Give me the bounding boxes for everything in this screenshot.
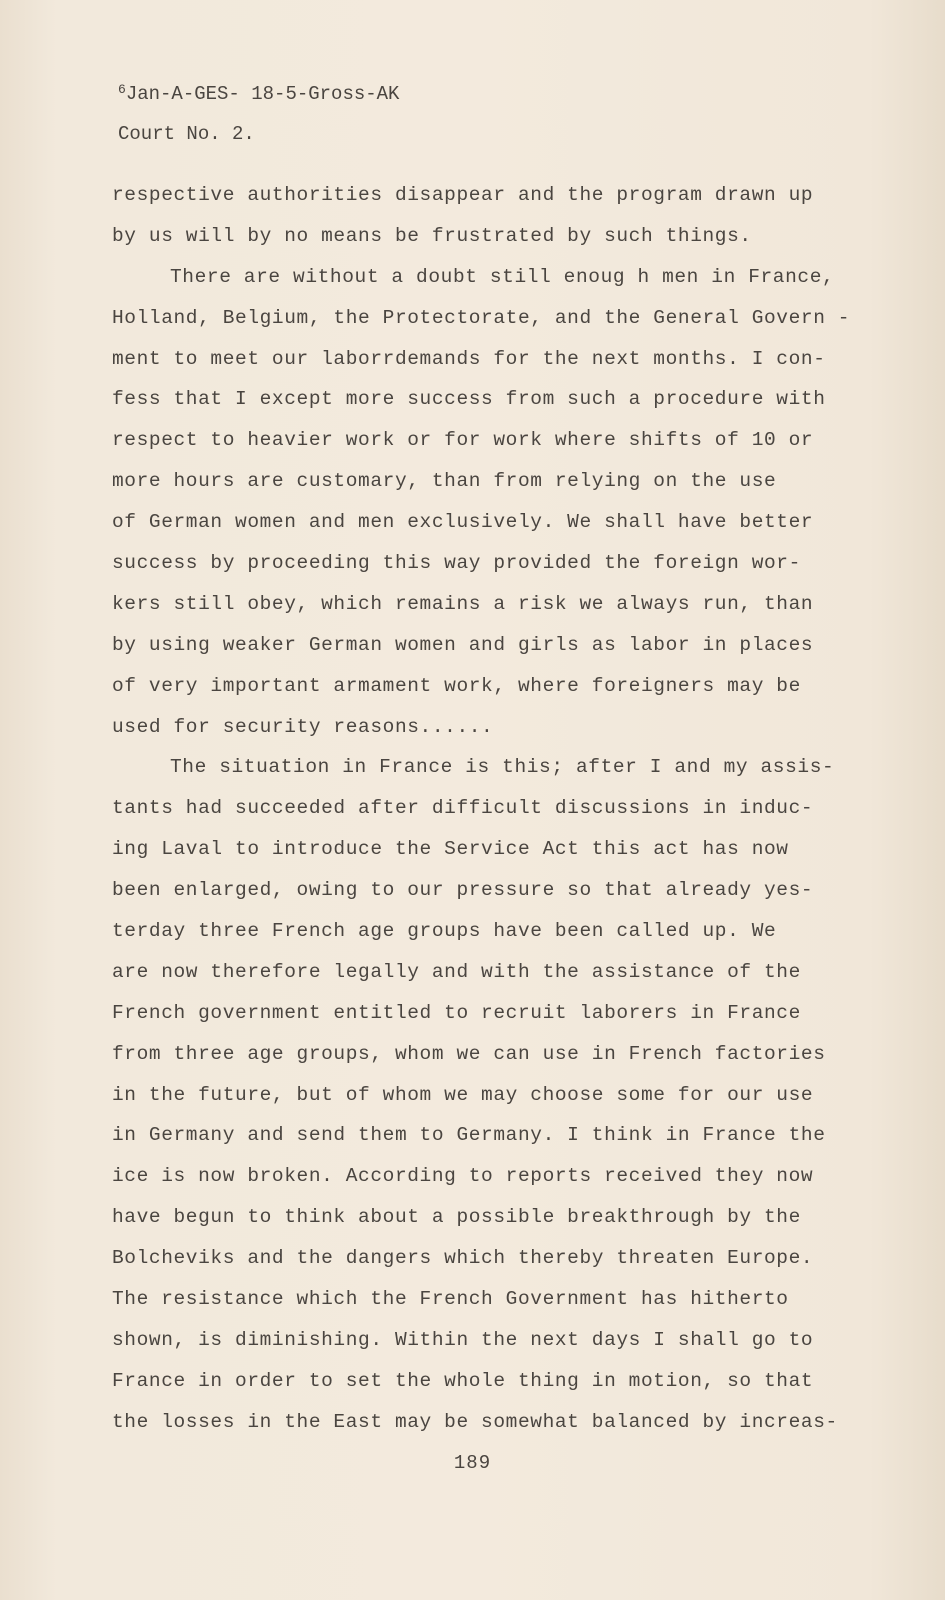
paragraph-start-line: There are without a doubt still enoug h men in France, <box>170 265 835 288</box>
file-reference <box>118 70 399 114</box>
text-line: respect to heavier work or for work where shifts of 10 or <box>112 429 814 452</box>
text-line: ice is now broken. According to reports received they now <box>112 1165 814 1188</box>
paragraph-start-line: The situation in France is this; after I and my assis- <box>170 756 835 779</box>
text-line: French government entitled to recruit laborers in France <box>112 1001 801 1024</box>
text-line: terday three French age groups have been called up. We <box>112 920 777 943</box>
text-line: by using weaker German women and girls as labor in places <box>112 633 814 656</box>
text-line: tants had succeeded after difficult discussions in induc- <box>112 797 814 820</box>
text-line: of very important armament work, where foreigners may be <box>112 674 801 697</box>
text-line: of German women and men exclusively. We shall have better <box>112 511 814 534</box>
text-line: shown, is diminishing. Within the next days I shall go to <box>112 1328 814 1351</box>
text-line: ing Laval to introduce the Service Act this act has now <box>112 838 789 861</box>
transcript-body <box>112 175 852 1443</box>
text-line: by us will by no means be frustrated by such things. <box>112 224 752 247</box>
text-line: used for security reasons...... <box>112 715 494 738</box>
text-line: respective authorities disappear and the program drawn up <box>112 184 814 206</box>
text-line: fess that I except more success from such a procedure with <box>112 388 826 411</box>
page-sequence-superscript: 6 <box>118 82 126 97</box>
text-line: kers still obey, which remains a risk we always run, than <box>112 592 814 615</box>
document-header <box>118 70 399 154</box>
text-line: Bolcheviks and the dangers which thereby threaten Europe. <box>112 1247 814 1270</box>
text-line: been enlarged, owing to our pressure so that already yes- <box>112 879 814 902</box>
text-line: are now therefore legally and with the assistance of the <box>112 960 801 983</box>
court-number: Court No. 2. <box>118 123 255 145</box>
text-line: more hours are customary, than from relying on the use <box>112 470 777 493</box>
text-line: in Germany and send them to Germany. I think in France the <box>112 1124 826 1147</box>
text-line: from three age groups, whom we can use in French factories <box>112 1042 826 1065</box>
text-line: success by proceeding this way provided the foreign wor- <box>112 552 801 575</box>
text-line: the losses in the East may be somewhat balanced by increas- <box>112 1410 838 1433</box>
file-code: Jan-A-GES- 18-5-Gross-AK <box>125 83 400 105</box>
text-line: in the future, but of whom we may choose some for our use <box>112 1083 814 1106</box>
text-line: The resistance which the French Government has hitherto <box>112 1288 789 1311</box>
page-number: 189 <box>453 1452 492 1474</box>
text-line: France in order to set the whole thing in motion, so that <box>112 1369 814 1392</box>
text-line: have begun to think about a possible breakthrough by the <box>112 1206 801 1229</box>
text-line: ment to meet our laborrdemands for the next months. I con- <box>112 347 826 370</box>
text-line: Holland, Belgium, the Protectorate, and the General Govern - <box>112 306 851 329</box>
